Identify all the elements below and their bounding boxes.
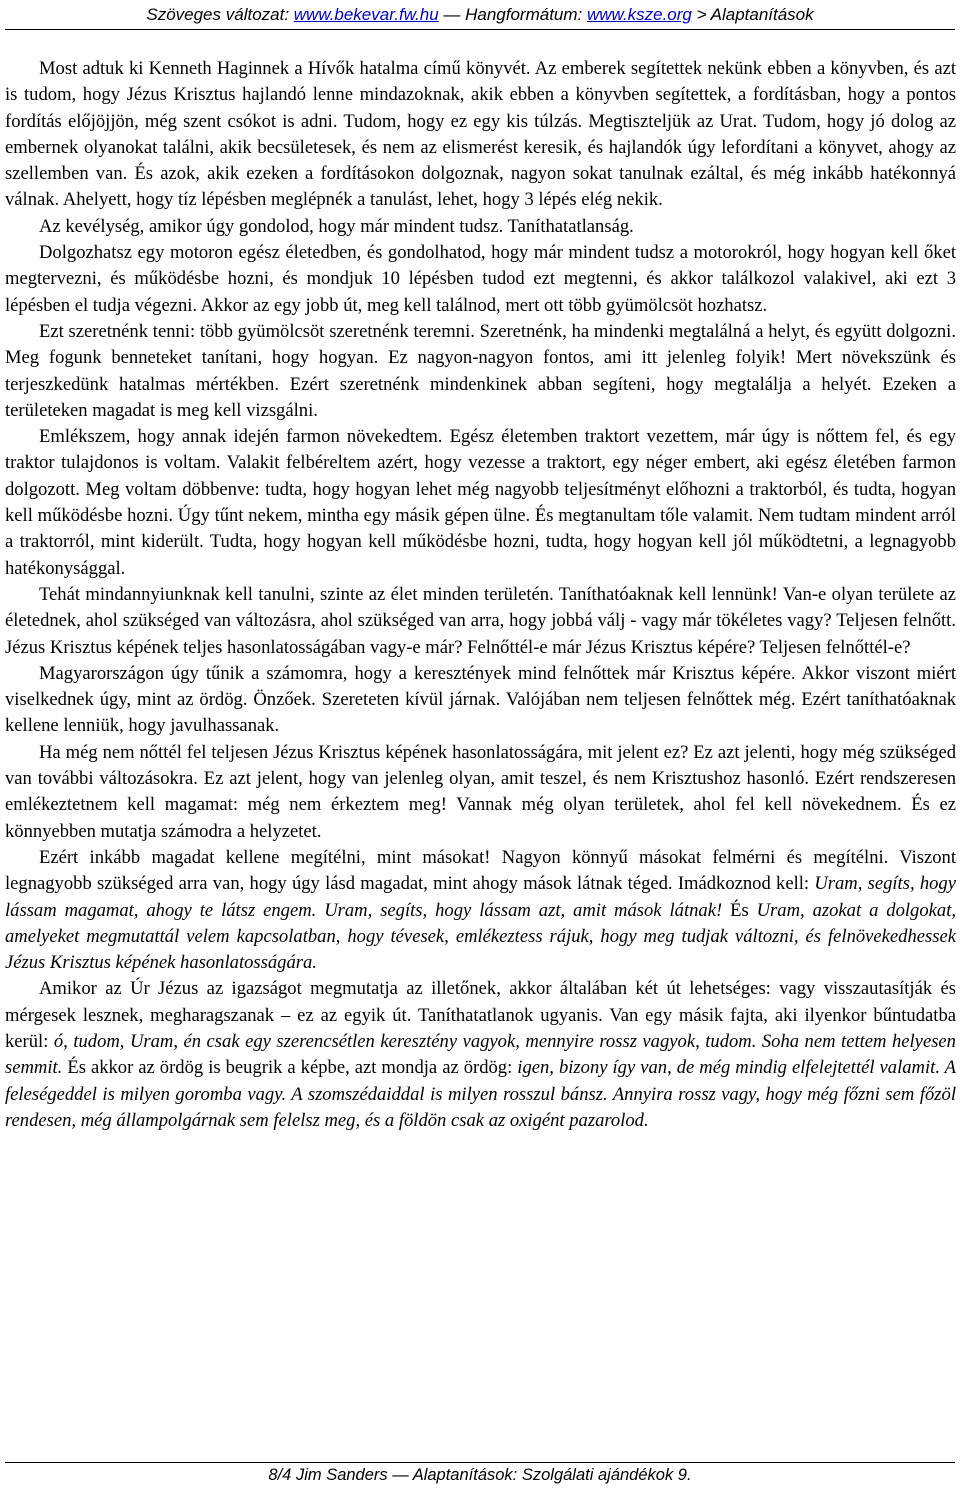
paragraph: [5, 319, 956, 424]
paragraph: [5, 845, 956, 976]
italic-text: Uram, segíts, hogy lássam magamat, ahogy te látsz engem. Uram, segíts, hogy lássam azt, amit mások látnak!: [5, 873, 956, 921]
text-run: Amikor az Úr Jézus az igazságot megmutatja az illetőnek, akkor általában két út lehetséges: vagy visszautasítják és mérgesek lesznek, megharagszanak – ez az egyik út. Taníthatatlanok ugyanis. Van egy másik fajta, aki ilyenkor bűntudatba kerül:: [5, 978, 956, 1052]
paragraph: [5, 976, 956, 1134]
text-run: Dolgozhatsz egy motoron egész életedben, és gondolhatod, hogy már mindent tudsz a motorokról, hogy hogyan kell őket megtervezni, és működésbe hozni, és mondjuk 10 lépésben tudod ezt megtenni, és akkor találkozol valakivel, aki ezt 3 lépésben el tudja végezni. Akkor az egy jobb út, meg kell találnod, mert ott több gyümölcsöt hozhatsz.: [5, 242, 956, 316]
text-run: Magyarországon úgy tűnik a számomra, hogy a keresztények mind felnőttek már Krisztus képére. Akkor viszont miért viselkednek úgy, mint az ördög. Önzőek. Szereteten kívül járnak. Valójában nem teljesen felnőttek még. Ezért taníthatóaknak kellene lenniük, hogy javulhassanak.: [5, 662, 956, 737]
text-run: Ezért inkább magadat kellene megítélni, mint másokat! Nagyon könnyű másokat felmérni és megítélni. Viszont legnagyobb szükséged arra van, hogy úgy lásd magadat, mint ahogy mások látnak téged. Imádkoznod kell:: [5, 846, 956, 895]
text-run: Tehát mindannyiunknak kell tanulni, szinte az élet minden területén. Taníthatóaknak kell lennünk! Van-e olyan területe az életednek, ahol szükséged van változásra, ahol szükséged van arra, hogy jobbá válj - vagy már tökéletes vagy? Teljesen felnőtt. Jézus Krisztus képének teljes hasonlatosságában vagy-e már? Felnőttél-e már Jézus Krisztus képére? Teljesen felnőttél-e?: [5, 583, 956, 658]
paragraph: [5, 424, 956, 582]
paragraph: [5, 214, 956, 240]
header-link-bekevar[interactable]: www.bekevar.fw.hu: [293, 5, 439, 24]
text-run: Most adtuk ki Kenneth Haginnek a Hívők hatalma című könyvét. Az emberek segítettek nekünk ebben a könyvben, és azt is tudom, hogy Jézus Krisztus hajlandó lenne mindazoknak, akik ebben a könyvben segítettek, a fordításban, hogy a pontos fordítás előjöjjön, még szent csókot is adni. Tudom, hogy ez egy kis túlzás. Megtiszteljük az Urat. Tudom, hogy jó dolog az embernek olyanokat találni, akik becsületesek, és nem az elismerést keresik, és hajlandók úgy lefordítani a könyvet, ahogy az szellemben van. És azok, akik ezeken a fordításokon dolgoznak, nagyon sokat tanulnak ezáltal, és még inkább hatékonnyá válnak. Ahelyett, hogy tíz lépésben meglépnék a tanulást, lehet, hogy 3 lépés elég nekik.: [5, 58, 956, 211]
paragraph: [5, 740, 956, 845]
body-text: [5, 56, 956, 1134]
text-run: Az kevélység, amikor úgy gondolod, hogy már mindent tudsz. Taníthatatlanság.: [39, 215, 634, 237]
footer-divider: [5, 1462, 955, 1463]
page-footer: 8/4 Jim Sanders — Alaptanítások: Szolgálati ajándékok 9.: [268, 1466, 692, 1484]
text-run: Ha még nem nőttél fel teljesen Jézus Krisztus képének hasonlatosságára, mit jelent ez? Ez azt jelenti, hogy még szükséged van további változásokra. Ez azt jelent, hogy van jelenleg olyan, amit teszel, és nem Krisztushoz hasonló. Ezért rendszeresen emlékeztetnem kell magamat: még nem érkeztem meg! Vannak még olyan területek, ahol fel kell növekednem. És ez könnyebben mutatja számodra a helyzetet.: [5, 741, 956, 842]
paragraph: [5, 56, 956, 214]
italic-text: Uram, azokat a dolgokat, amelyeket megmutattál velem kapcsolatban, hogy tévesek, emlékeztess rájuk, hogy meg tudjak változni, és felnövekedhessek Jézus Krisztus képének hasonlatosságára.: [5, 899, 957, 974]
italic-text: igen, bizony így van, de még mindig elfelejtettél valamit. A feleségeddel is milyen goromba vagy. A szomszédaiddal is milyen rosszul bánsz. Annyira rossz vagy, hogy még főzni sem főzöl rendesen, még állampolgárnak sem felelsz meg, és a földön csak az oxigént pazarolod.: [5, 1057, 956, 1131]
header-link-ksze[interactable]: www.ksze.org: [587, 5, 692, 24]
header-middle: — Hangformátum:: [438, 5, 587, 24]
text-run: És akkor az ördög is beugrik a képbe, azt mondja az ördög:: [67, 1057, 518, 1079]
text-run: Emlékszem, hogy annak idején farmon növekedtem. Egész életemben traktort vezettem, már úgy is nőttem fel, és egy traktor tulajdonos is voltam. Valakit felbéreltem azért, hogy vezesse a traktort, egy néger embert, aki egész életében farmon dolgozott. Meg voltam döbbenve: tudta, hogy hogyan lehet még nagyobb teljesítményt előhozni a traktorból, és tudta, hogyan kell működésbe hozni. Úgy tűnt nekem, mintha egy másik gépen ülne. És megtanultam tőle valamit. Nem tudtam mindent arról a traktorról, mint kiderült. Tudta, hogy hogyan kell működésbe hozni, tudta, hogy hogyan kell jól működtetni, a legnagyobb hatékonysággal.: [5, 426, 956, 579]
text-run: És: [730, 899, 757, 921]
header-prefix: Szöveges változat:: [146, 5, 294, 24]
text-run: Ezt szeretnénk tenni: több gyümölcsöt szeretnénk teremni. Szeretnénk, ha mindenki megtalálná a helyt, és együtt dolgozni. Meg fogunk benneteket tanítani, hogy hogyan. Ez nagyon-nagyon fontos, ami itt jelenleg folyik! Mert növekszünk és terjeszkedünk hatalmas mértékben. Ezért szeretnénk mindenkinek abban segíteni, hogy megtalálja a helyét. Ezeken a területeken magadat is meg kell vizsgálni.: [5, 320, 956, 421]
page-header: [0, 4, 960, 26]
paragraph: [5, 240, 956, 319]
paragraph: [5, 582, 956, 661]
paragraph: [5, 661, 956, 740]
header-divider: [5, 29, 955, 30]
header-suffix: > Alaptanítások: [691, 5, 814, 24]
italic-text: ó, tudom, Uram, én csak egy szerencsétlen keresztény vagyok, mennyire rossz vagyok, tudom. Soha nem tettem helyesen semmit.: [5, 1030, 956, 1079]
